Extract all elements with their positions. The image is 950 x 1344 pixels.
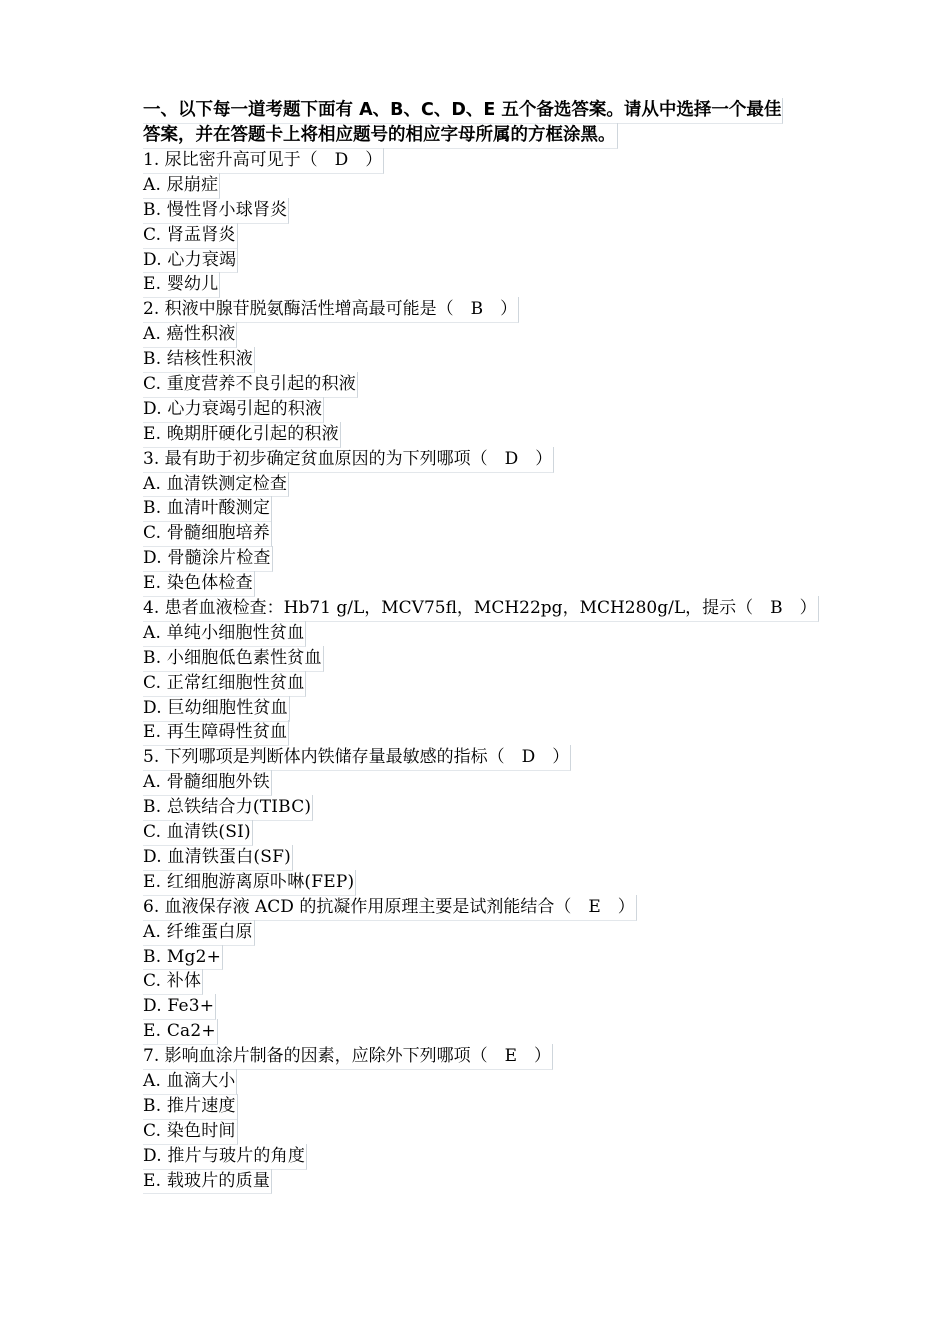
option-c: C. 血清铁(SI) — [143, 820, 813, 845]
question-2 — [143, 297, 813, 446]
question-5 — [143, 745, 813, 894]
exam-document — [143, 98, 817, 1193]
question-7 — [143, 1044, 813, 1193]
question-stem: 3. 最有助于初步确定贫血原因的为下列哪项（ D ） — [143, 447, 813, 472]
option-e: E. 染色体检查 — [143, 571, 813, 596]
option-a: A. 血滴大小 — [143, 1069, 813, 1094]
option-d: D. 骨髓涂片检查 — [143, 546, 813, 571]
question-stem: 5. 下列哪项是判断体内铁储存量最敏感的指标（ D ） — [143, 745, 813, 770]
instruction-line-1: 一、以下每一道考题下面有 A、B、C、D、E 五个备选答案。请从中选择一个最佳 — [143, 98, 813, 123]
option-c: C. 骨髓细胞培养 — [143, 521, 813, 546]
option-d: D. 推片与玻片的角度 — [143, 1144, 813, 1169]
option-e: E. 晚期肝硬化引起的积液 — [143, 422, 813, 447]
option-a: A. 尿崩症 — [143, 173, 813, 198]
option-d: D. 心力衰竭 — [143, 248, 813, 273]
option-b: B. 推片速度 — [143, 1094, 813, 1119]
option-d: D. 血清铁蛋白(SF) — [143, 845, 813, 870]
option-c: C. 重度营养不良引起的积液 — [143, 372, 813, 397]
question-stem: 4. 患者血液检查：Hb71 g/L，MCV75fl，MCH22pg，MCH280g/L，提示（ B ） — [143, 596, 813, 621]
option-a: A. 血清铁测定检查 — [143, 472, 813, 497]
option-e: E. 红细胞游离原卟啉(FEP) — [143, 870, 813, 895]
option-a: A. 纤维蛋白原 — [143, 920, 813, 945]
option-e: E. Ca2+ — [143, 1019, 813, 1044]
option-b: B. 小细胞低色素性贫血 — [143, 646, 813, 671]
question-1 — [143, 148, 813, 297]
option-d: D. Fe3+ — [143, 994, 813, 1019]
option-e: E. 载玻片的质量 — [143, 1169, 813, 1194]
option-b: B. 血清叶酸测定 — [143, 496, 813, 521]
option-b: B. 总铁结合力(TIBC) — [143, 795, 813, 820]
option-e: E. 再生障碍性贫血 — [143, 720, 813, 745]
option-a: A. 骨髓细胞外铁 — [143, 770, 813, 795]
option-b: B. 结核性积液 — [143, 347, 813, 372]
question-stem: 1. 尿比密升高可见于（ D ） — [143, 148, 813, 173]
question-stem: 6. 血液保存液 ACD 的抗凝作用原理主要是试剂能结合（ E ） — [143, 895, 813, 920]
question-4 — [143, 596, 817, 745]
question-6 — [143, 895, 813, 1044]
question-stem: 7. 影响血涂片制备的因素，应除外下列哪项（ E ） — [143, 1044, 813, 1069]
option-c: C. 染色时间 — [143, 1119, 813, 1144]
question-stem: 2. 积液中腺苷脱氨酶活性增高最可能是（ B ） — [143, 297, 813, 322]
option-d: D. 心力衰竭引起的积液 — [143, 397, 813, 422]
instruction-line-2: 答案，并在答题卡上将相应题号的相应字母所属的方框涂黑。 — [143, 123, 813, 148]
option-c: C. 正常红细胞性贫血 — [143, 671, 813, 696]
option-b: B. 慢性肾小球肾炎 — [143, 198, 813, 223]
option-c: C. 肾盂肾炎 — [143, 223, 813, 248]
option-d: D. 巨幼细胞性贫血 — [143, 696, 813, 721]
option-c: C. 补体 — [143, 969, 813, 994]
option-b: B. Mg2+ — [143, 945, 813, 970]
option-a: A. 癌性积液 — [143, 322, 813, 347]
option-e: E. 婴幼儿 — [143, 272, 813, 297]
question-3 — [143, 447, 813, 596]
option-a: A. 单纯小细胞性贫血 — [143, 621, 813, 646]
